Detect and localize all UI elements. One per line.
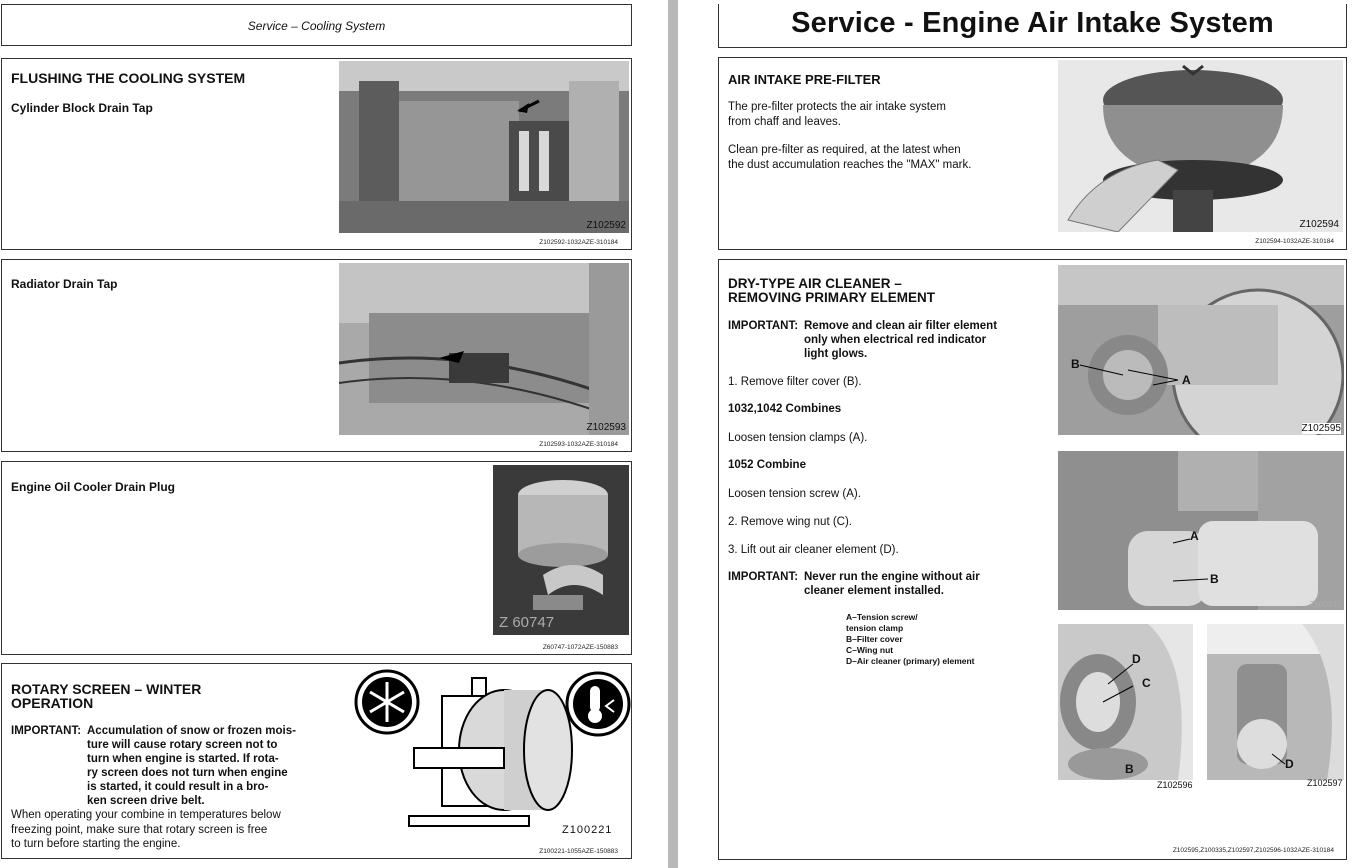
photo-ref-z100335: Z100335 <box>1309 600 1341 609</box>
photo-ref-z102597: Z102597 <box>1307 778 1343 788</box>
legend-item: B–Filter cover <box>846 634 903 644</box>
radiator-photo <box>339 263 629 435</box>
drytype-important-line: Remove and clean air filter element <box>804 320 998 332</box>
drytype-step3: 3. Lift out air cleaner element (D). <box>728 544 899 556</box>
drytype-caption: Z102595,Z100335,Z102597,Z102596-1032AZE-310184 <box>1172 847 1334 854</box>
callout-a-photo1: A <box>1182 373 1191 387</box>
rotary-title-line2: OPERATION <box>11 695 94 711</box>
prefilter-para1 <box>728 100 946 129</box>
rotary-important-body <box>87 724 296 808</box>
photo-ref-z102595: Z102595 <box>1301 423 1341 434</box>
rotary-body-line: to turn before starting the engine. <box>11 838 181 850</box>
left-header-box <box>1 4 632 46</box>
oil-cooler-subtitle: Engine Oil Cooler Drain Plug <box>11 480 176 494</box>
radiator-subtitle: Radiator Drain Tap <box>11 277 118 291</box>
photo-ref-z102593: Z102593 <box>586 422 626 433</box>
rotary-important-label: IMPORTANT: <box>11 725 82 737</box>
drytype-important-line: light glows. <box>804 348 868 360</box>
rotary-important-line: ry screen does not turn when engine <box>87 767 288 779</box>
oil-cooler-caption: Z60747-1072AZE-150883 <box>542 644 618 651</box>
drytype-important1-body <box>804 319 997 361</box>
flushing-subtitle: Cylinder Block Drain Tap <box>11 101 153 115</box>
rotary-body-line: When operating your combine in temperatures below <box>11 809 281 821</box>
rotary-important-line: ken screen drive belt. <box>87 795 205 807</box>
radiator-caption: Z102593-1032AZE-310184 <box>539 441 618 448</box>
rotary-figure-ref: Z100221 <box>562 824 613 836</box>
flushing-caption: Z102592-1032AZE-310184 <box>539 239 618 246</box>
photo-ref-z102594: Z102594 <box>1299 219 1339 230</box>
callout-a-photo2: A <box>1190 529 1199 543</box>
photo-ref-z102596: Z102596 <box>1157 780 1193 790</box>
cylinder-block-photo <box>339 61 629 233</box>
oil-cooler-section <box>1 461 632 655</box>
callout-b-photo2: B <box>1210 572 1219 586</box>
drytype-important-line: only when electrical red indicator <box>804 334 987 346</box>
legend-item: tension clamp <box>846 623 904 633</box>
drytype-combine-1052: 1052 Combine <box>728 459 806 471</box>
rotary-section <box>1 663 632 859</box>
rotary-body-line: freezing point, make sure that rotary screen is free <box>11 823 268 836</box>
callout-d-photo3: D <box>1132 652 1141 666</box>
drytype-important-line: Never run the engine without air <box>804 571 980 583</box>
prefilter-title: AIR INTAKE PRE-FILTER <box>728 72 881 87</box>
rotary-important-line: turn when engine is started. If rota- <box>87 753 279 765</box>
right-title-box <box>718 4 1347 48</box>
drytype-title-line2: REMOVING PRIMARY ELEMENT <box>728 290 936 305</box>
rotary-important <box>11 724 331 814</box>
radiator-section <box>1 259 632 452</box>
photo-ref-z102592: Z102592 <box>586 220 626 231</box>
drytype-important2-label: IMPORTANT: <box>728 571 799 583</box>
drytype-step1: 1. Remove filter cover (B). <box>728 376 862 388</box>
drytype-loosen-clamps: Loosen tension clamps (A). <box>728 432 868 444</box>
drytype-important1 <box>728 319 1048 363</box>
prefilter-line: The pre-filter protects the air intake system <box>728 101 946 113</box>
flushing-title: FLUSHING THE COOLING SYSTEM <box>11 70 246 86</box>
prefilter-caption: Z102594-1032AZE-310184 <box>1255 238 1334 245</box>
air-cleaner-photo-2 <box>1058 451 1344 610</box>
photo-ref-z60747: Z 60747 <box>499 614 555 631</box>
drytype-combines-1032: 1032,1042 Combines <box>728 403 842 415</box>
prefilter-para2 <box>728 143 971 172</box>
rotary-caption: Z100221-1055AZE-150883 <box>539 848 618 855</box>
drytype-title-line1: DRY-TYPE AIR CLEANER – <box>728 276 902 291</box>
drytype-important2-body <box>804 570 980 598</box>
drytype-legend <box>846 612 975 667</box>
drytype-important2 <box>728 570 1048 600</box>
snowflake-icon <box>356 671 418 733</box>
rotary-important-line: is started, it could result in a bro- <box>87 781 269 793</box>
rotary-important-line: ture will cause rotary screen not to <box>87 739 278 751</box>
callout-c-photo3: C <box>1142 676 1151 690</box>
legend-item: C–Wing nut <box>846 645 894 655</box>
prefilter-line: from chaff and leaves. <box>728 115 841 128</box>
drytype-step2: 2. Remove wing nut (C). <box>728 516 852 528</box>
rotary-title-line1: ROTARY SCREEN – WINTER <box>11 681 202 697</box>
prefilter-section <box>718 57 1347 250</box>
callout-b-photo1: B <box>1071 357 1080 371</box>
legend-item: D–Air cleaner (primary) element <box>846 656 975 666</box>
air-cleaner-photo-1 <box>1058 265 1344 435</box>
flushing-section <box>1 58 632 250</box>
air-cleaner-photo-4 <box>1207 624 1344 780</box>
left-page-header: Service – Cooling System <box>247 19 386 33</box>
rotary-screen-illustration <box>354 668 632 840</box>
callout-b-photo3: B <box>1125 762 1134 776</box>
drytype-important1-label: IMPORTANT: <box>728 320 799 332</box>
prefilter-photo <box>1058 60 1343 232</box>
rotary-body <box>11 808 281 852</box>
oil-cooler-photo <box>493 465 629 635</box>
drytype-important-line: cleaner element installed. <box>804 585 944 597</box>
right-page-title: Service - Engine Air Intake System <box>791 7 1274 39</box>
callout-d-photo4: D <box>1285 757 1294 771</box>
thermometer-icon <box>567 673 629 735</box>
page-divider <box>668 0 678 868</box>
legend-item: A–Tension screw/ <box>846 612 918 622</box>
drytype-loosen-screw: Loosen tension screw (A). <box>728 488 861 500</box>
air-cleaner-photo-3 <box>1058 624 1193 780</box>
rotary-important-line: Accumulation of snow or frozen mois- <box>87 725 296 737</box>
prefilter-line: Clean pre-filter as required, at the latest when <box>728 144 961 156</box>
drytype-section <box>718 259 1347 860</box>
prefilter-line: the dust accumulation reaches the "MAX" mark. <box>728 158 972 171</box>
